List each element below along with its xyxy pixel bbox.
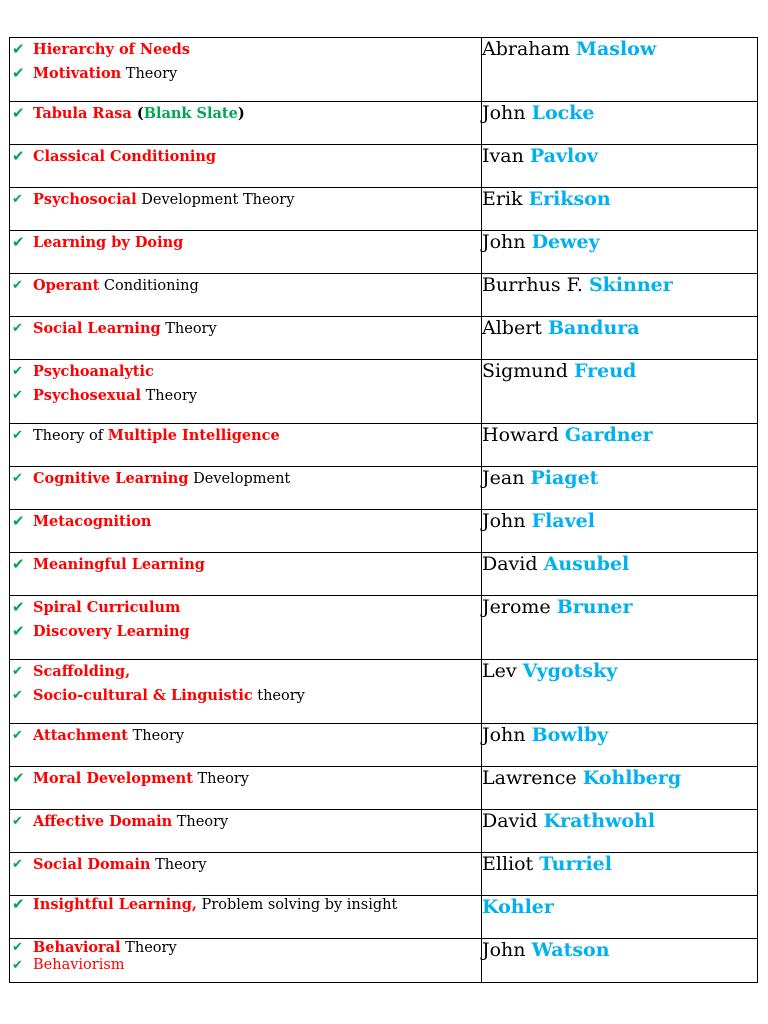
theorist-first-name: Sigmund xyxy=(482,360,568,382)
table-row xyxy=(10,896,758,939)
theorist-surname: Ausubel xyxy=(543,553,630,575)
table-row xyxy=(10,767,758,810)
theorist-first-name: Lev xyxy=(482,660,517,682)
theory-text: Problem solving by insight xyxy=(196,897,398,913)
checkmark-icon: ✔ xyxy=(12,364,23,379)
table-row xyxy=(10,467,758,510)
theorist-cell xyxy=(482,724,758,767)
theory-term: Moral Development xyxy=(33,770,193,787)
theorist-surname: Maslow xyxy=(575,38,657,60)
theorist-first-name: Albert xyxy=(482,317,542,339)
theory-text: Theory xyxy=(160,321,217,337)
theory-term: Operant xyxy=(33,277,100,294)
theory-term: Scaffolding, xyxy=(33,663,131,680)
theory-text: Theory xyxy=(192,771,249,787)
theory-item xyxy=(10,724,481,748)
theory-text: Theory of xyxy=(33,428,108,444)
theorist-first-name: Jerome xyxy=(482,596,551,618)
theory-text: Blank Slate xyxy=(143,105,238,122)
theorist-surname: Pavlov xyxy=(529,145,598,167)
checkmark-icon: ✔ xyxy=(12,622,25,640)
theory-cell xyxy=(10,231,482,274)
table-row xyxy=(10,553,758,596)
theory-item xyxy=(10,957,481,974)
theory-item xyxy=(10,38,481,62)
checkmark-icon: ✔ xyxy=(12,940,23,955)
theorist-cell xyxy=(482,360,758,424)
table-body xyxy=(10,38,758,983)
checkmark-icon: ✔ xyxy=(12,64,25,82)
theory-item xyxy=(10,145,481,169)
theory-text: Development Theory xyxy=(136,192,295,208)
theory-term: Psychosocial xyxy=(33,191,137,208)
theory-term: Multiple Intelligence xyxy=(107,427,280,444)
checkmark-icon: ✔ xyxy=(12,192,23,207)
theory-cell xyxy=(10,467,482,510)
theory-item xyxy=(10,896,481,913)
theorist-cell xyxy=(482,231,758,274)
theory-item xyxy=(10,231,481,255)
theorist-surname: Bowlby xyxy=(531,724,609,746)
theory-term: Tabula Rasa xyxy=(33,105,132,122)
theory-cell xyxy=(10,767,482,810)
theory-text: ( xyxy=(131,105,144,122)
table-row xyxy=(10,939,758,983)
table-row xyxy=(10,38,758,102)
checkmark-icon: ✔ xyxy=(12,895,25,913)
table-row xyxy=(10,660,758,724)
theory-term: Psychoanalytic xyxy=(33,363,154,380)
theory-item xyxy=(10,274,481,298)
theorist-cell xyxy=(482,596,758,660)
theorist-cell xyxy=(482,939,758,983)
theory-term: Cognitive Learning xyxy=(33,470,189,487)
theorist-cell xyxy=(482,896,758,939)
theorist-first-name: David xyxy=(482,810,538,832)
theory-term: Motivation xyxy=(33,65,122,82)
theorist-first-name: John xyxy=(482,102,526,124)
theorist-first-name: David xyxy=(482,553,538,575)
theory-cell xyxy=(10,660,482,724)
theory-text: Theory xyxy=(127,728,185,744)
theorist-cell xyxy=(482,424,758,467)
theory-term: Socio-cultural & Linguistic xyxy=(33,687,253,704)
theorist-cell xyxy=(482,102,758,145)
theorist-surname: Skinner xyxy=(588,274,673,296)
theory-item xyxy=(10,384,481,408)
checkmark-icon: ✔ xyxy=(12,664,23,679)
theory-term: Affective Domain xyxy=(33,813,173,830)
theorist-surname: Dewey xyxy=(531,231,600,253)
theory-term: Social Learning xyxy=(33,320,161,337)
theory-cell xyxy=(10,553,482,596)
theorist-first-name: Jean xyxy=(482,467,525,489)
checkmark-icon: ✔ xyxy=(12,555,25,573)
checkmark-icon: ✔ xyxy=(12,147,25,165)
table-row xyxy=(10,274,758,317)
theory-cell xyxy=(10,188,482,231)
table-row xyxy=(10,724,758,767)
theorist-cell xyxy=(482,188,758,231)
theory-cell xyxy=(10,424,482,467)
theorist-cell xyxy=(482,274,758,317)
theorist-surname: Erikson xyxy=(528,188,611,210)
theory-item xyxy=(10,767,481,791)
theorist-surname: Gardner xyxy=(564,424,653,446)
theory-item xyxy=(10,424,481,448)
theorist-first-name: Howard xyxy=(482,424,559,446)
theory-cell xyxy=(10,102,482,145)
theory-cell xyxy=(10,853,482,896)
theory-text: Conditioning xyxy=(99,278,199,294)
theory-text: Development xyxy=(188,471,291,487)
theorist-surname: Locke xyxy=(531,102,595,124)
theory-item xyxy=(10,620,481,644)
theory-term: Classical Conditioning xyxy=(33,148,217,165)
theory-item xyxy=(10,62,481,86)
theory-item xyxy=(10,660,481,684)
table-row xyxy=(10,360,758,424)
theorist-cell xyxy=(482,145,758,188)
table-row xyxy=(10,810,758,853)
theory-term: Meaningful Learning xyxy=(33,556,205,573)
checkmark-icon: ✔ xyxy=(12,688,23,703)
checkmark-icon: ✔ xyxy=(12,471,23,486)
theory-cell xyxy=(10,596,482,660)
checkmark-icon: ✔ xyxy=(12,769,25,787)
checkmark-icon: ✔ xyxy=(12,40,25,58)
theory-cell xyxy=(10,896,482,939)
theory-text: theory xyxy=(252,688,305,704)
theory-text: Theory xyxy=(172,814,229,830)
theory-cell xyxy=(10,724,482,767)
theorist-first-name: Ivan xyxy=(482,145,524,167)
theory-term: Learning by Doing xyxy=(33,234,184,251)
theorist-surname: Turriel xyxy=(539,853,612,875)
theorist-surname: Piaget xyxy=(530,467,599,489)
theory-term: Insightful Learning, xyxy=(33,896,197,913)
theory-term: Social Domain xyxy=(33,856,151,873)
table-row xyxy=(10,188,758,231)
theorist-first-name: Lawrence xyxy=(482,767,577,789)
theory-item xyxy=(10,360,481,384)
theorist-surname: Bruner xyxy=(556,596,633,618)
theory-term: Discovery Learning xyxy=(33,623,190,640)
theorist-first-name: John xyxy=(482,231,526,253)
table-row xyxy=(10,853,758,896)
theory-term: Psychosexual xyxy=(33,387,142,404)
checkmark-icon: ✔ xyxy=(12,388,23,403)
checkmark-icon: ✔ xyxy=(12,233,25,251)
theory-cell xyxy=(10,810,482,853)
theorist-surname: Krathwohl xyxy=(543,810,656,832)
theory-cell xyxy=(10,510,482,553)
table-row xyxy=(10,102,758,145)
theory-item xyxy=(10,317,481,341)
theorist-cell xyxy=(482,553,758,596)
theory-cell xyxy=(10,317,482,360)
theory-cell xyxy=(10,939,482,983)
theory-item xyxy=(10,102,481,126)
checkmark-icon: ✔ xyxy=(12,598,25,616)
theory-item xyxy=(10,596,481,620)
table-row xyxy=(10,145,758,188)
theory-text: ) xyxy=(237,105,245,122)
theory-term: Spiral Curriculum xyxy=(33,599,181,616)
theorist-first-name: John xyxy=(482,724,526,746)
theory-term: Metacognition xyxy=(33,513,152,530)
theory-item xyxy=(10,467,481,491)
theorist-cell xyxy=(482,853,758,896)
theorist-surname: Freud xyxy=(573,360,637,382)
theorist-surname: Flavel xyxy=(531,510,595,532)
theorist-first-name: John xyxy=(482,510,526,532)
theory-text: Theory xyxy=(141,388,198,404)
theory-text: Theory xyxy=(121,66,178,82)
theory-text: Theory xyxy=(150,857,207,873)
checkmark-icon: ✔ xyxy=(12,321,23,336)
theorist-cell xyxy=(482,510,758,553)
theory-term: Behavioral xyxy=(33,939,121,956)
checkmark-icon: ✔ xyxy=(12,814,23,829)
table-row xyxy=(10,510,758,553)
theorist-cell xyxy=(482,660,758,724)
checkmark-icon: ✔ xyxy=(12,958,23,973)
checkmark-icon: ✔ xyxy=(12,278,23,293)
theorist-surname: Kohler xyxy=(482,896,554,918)
checkmark-icon: ✔ xyxy=(12,428,23,443)
theorist-cell xyxy=(482,767,758,810)
theorist-surname: Vygotsky xyxy=(522,660,618,682)
theorist-first-name: Abraham xyxy=(482,38,570,60)
theorists-table xyxy=(9,37,758,983)
theorist-cell xyxy=(482,317,758,360)
checkmark-icon: ✔ xyxy=(12,728,23,743)
theorist-first-name: Burrhus F. xyxy=(482,274,583,296)
table-row xyxy=(10,231,758,274)
theorist-first-name: John xyxy=(482,939,526,961)
theorist-first-name: Erik xyxy=(482,188,523,210)
theorist-surname: Kohlberg xyxy=(582,767,682,789)
theory-item xyxy=(10,510,481,534)
theory-cell xyxy=(10,360,482,424)
theory-cell xyxy=(10,145,482,188)
theory-item xyxy=(10,188,481,212)
theory-cell xyxy=(10,38,482,102)
theory-item xyxy=(10,939,481,957)
table-row xyxy=(10,596,758,660)
theory-term: Behaviorism xyxy=(33,957,125,973)
theory-item xyxy=(10,553,481,577)
theorist-first-name: Elliot xyxy=(482,853,534,875)
checkmark-icon: ✔ xyxy=(12,857,23,872)
theory-item xyxy=(10,684,481,708)
theorist-surname: Watson xyxy=(531,939,610,961)
theory-term: Attachment xyxy=(33,727,128,744)
table-row xyxy=(10,424,758,467)
theory-item xyxy=(10,853,481,877)
theorist-cell xyxy=(482,38,758,102)
theorist-cell xyxy=(482,467,758,510)
theory-text: Theory xyxy=(120,940,177,956)
checkmark-icon: ✔ xyxy=(12,104,25,122)
theory-term: Hierarchy of Needs xyxy=(33,41,190,58)
theorist-surname: Bandura xyxy=(547,317,640,339)
theory-cell xyxy=(10,274,482,317)
checkmark-icon: ✔ xyxy=(12,512,25,530)
table-row xyxy=(10,317,758,360)
theory-item xyxy=(10,810,481,834)
theorist-cell xyxy=(482,810,758,853)
